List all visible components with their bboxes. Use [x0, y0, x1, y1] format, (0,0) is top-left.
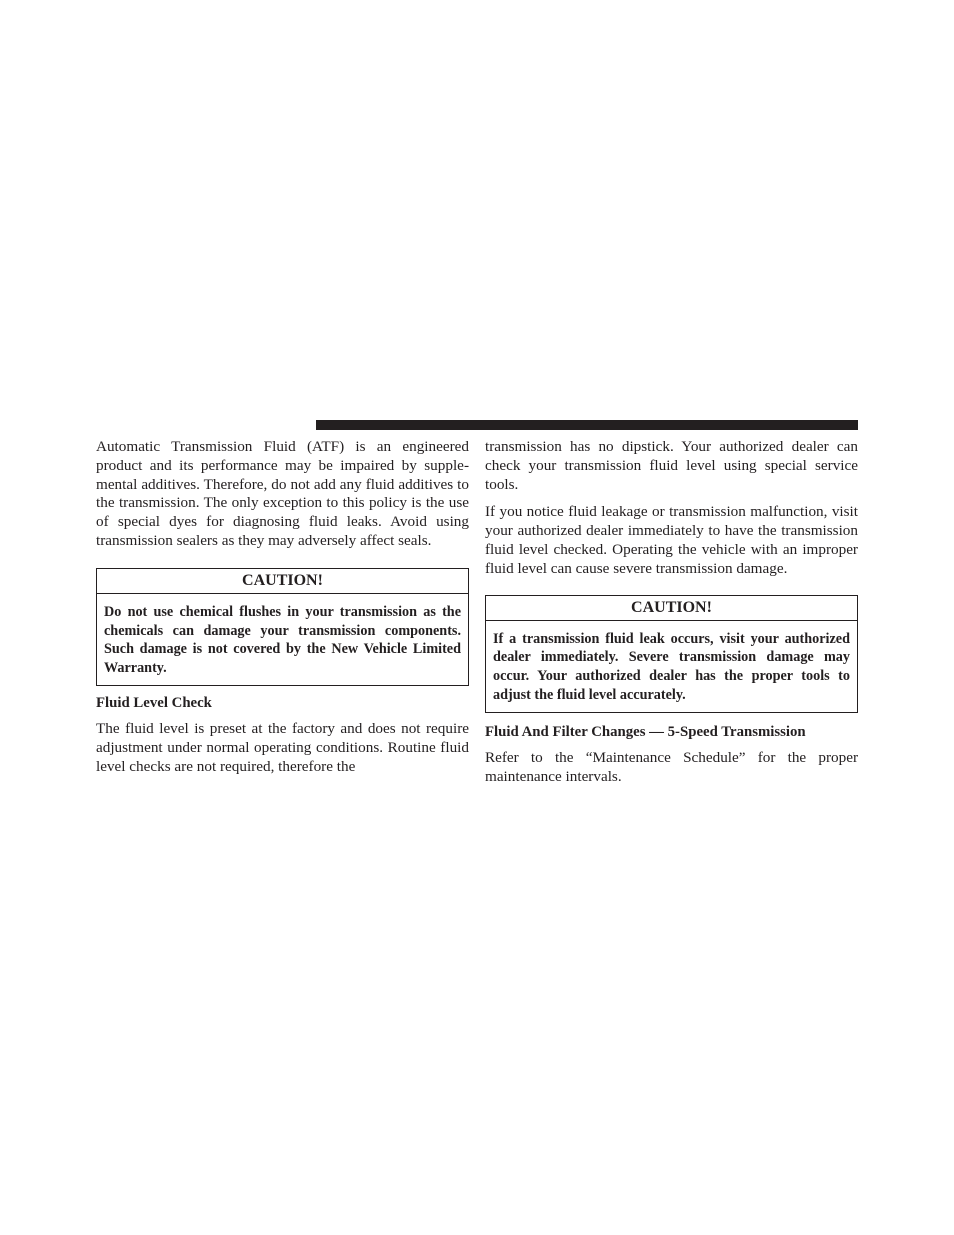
caution-box-fluid-leak — [485, 595, 858, 713]
caution-text: Do not use chemical flushes in your transmission as the chemicals can damage your transmission components. Such damage is not covered by the New Vehicle Limited Warranty. — [104, 603, 461, 677]
section-header-bar — [316, 420, 858, 430]
fluid-filter-changes-heading: Fluid And Filter Changes — 5-Speed Transmission — [485, 723, 806, 740]
fluid-leakage-paragraph: If you notice fluid leakage or transmission malfunction, visit your authorized dealer immediately to have the transmission fluid level checked. Operating the vehicle with an improper fluid level can cause severe transmission damage. — [485, 503, 858, 577]
caution-title: CAUTION! — [486, 596, 857, 621]
right-column — [485, 438, 858, 786]
dipstick-paragraph: transmission has no dipstick. Your authorized dealer can check your transmission fluid level using special service tools. — [485, 438, 858, 493]
atf-intro-paragraph: Automatic Transmission Fluid (ATF) is an engineered product and its performance may be impaired by supplemental additives. Therefore, do not add any fluid additives to the transmission. The only exception to this policy is the use of special dyes for diagnosing fluid leaks. Avoid using transmission sealers as they may adversely affect seals. — [96, 438, 469, 549]
fluid-level-check-heading: Fluid Level Check — [96, 694, 212, 711]
caution-box-chemical-flushes — [96, 568, 469, 686]
caution-title: CAUTION! — [97, 569, 468, 594]
maintenance-schedule-paragraph: Refer to the “Maintenance Schedule” for the proper maintenance intervals. — [485, 748, 858, 785]
left-column — [96, 438, 469, 776]
fluid-level-paragraph: The fluid level is preset at the factory and does not require adjustment under normal operating conditions. Routine fluid level checks are not required, therefore the — [96, 719, 469, 775]
caution-text: If a transmission fluid leak occurs, visit your authorized dealer immediately. Severe transmission damage may occur. Your authorized dealer has the proper tools to adjust the fluid level accurately. — [493, 630, 850, 703]
